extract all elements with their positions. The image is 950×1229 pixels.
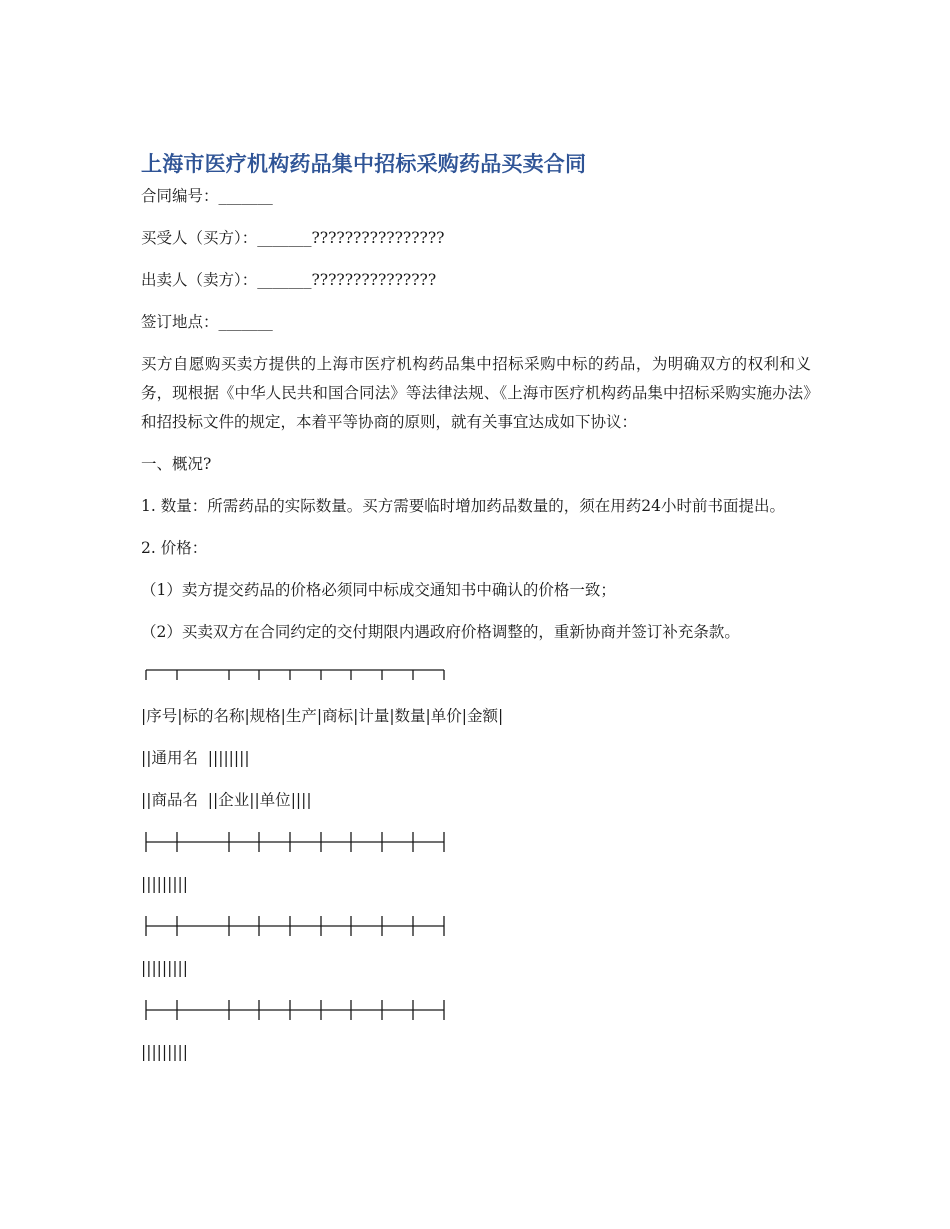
seller-line: 出卖人（卖方）：_______???????????????	[141, 271, 437, 289]
price-clause-2: （2）买卖双方在合同约定的交付期限内遇政府价格调整的，重新协商并签订补充条款。	[141, 623, 740, 641]
table-row-trade-name: ||商品名 ||企业||单位||||	[141, 791, 312, 809]
table-header-row: |序号|标的名称|规格|生产|商标|计量|数量|单价|金额|	[141, 707, 504, 725]
buyer-line: 买受人（买方）：_______????????????????	[141, 229, 445, 247]
table-divider	[141, 912, 811, 940]
table-empty-row: |||||||||	[141, 875, 188, 893]
contract-number-line: 合同编号：_______	[141, 187, 273, 205]
table-empty-row: |||||||||	[141, 959, 188, 977]
intro-paragraph: 买方自愿购买卖方提供的上海市医疗机构药品集中招标采购中标的药品，为明确双方的权利和义务，现根据《中华人民共和国合同法》等法律法规、《上海市医疗机构药品集中招标采购实施办法》和招投标文件的规定，本着平等协商的原则，就有关事宜达成如下协议：	[141, 355, 811, 431]
quantity-clause: 1. 数量：所需药品的实际数量。买方需要临时增加药品数量的，须在用药24小时前书面提出。	[141, 497, 785, 515]
table-top-border	[141, 660, 811, 688]
document-title: 上海市医疗机构药品集中招标采购药品买卖合同	[141, 152, 587, 176]
document-page	[141, 148, 811, 1080]
section-heading-overview: 一、概况?	[141, 455, 212, 473]
table-empty-row: |||||||||	[141, 1043, 188, 1061]
table-row-generic-name: ||通用名 ||||||||	[141, 749, 250, 767]
table-divider	[141, 828, 811, 856]
price-clause-heading: 2. 价格：	[141, 539, 208, 557]
price-clause-1: （1）卖方提交药品的价格必须同中标成交通知书中确认的价格一致；	[141, 581, 616, 599]
sign-place-line: 签订地点：_______	[141, 313, 273, 331]
table-divider	[141, 996, 811, 1024]
